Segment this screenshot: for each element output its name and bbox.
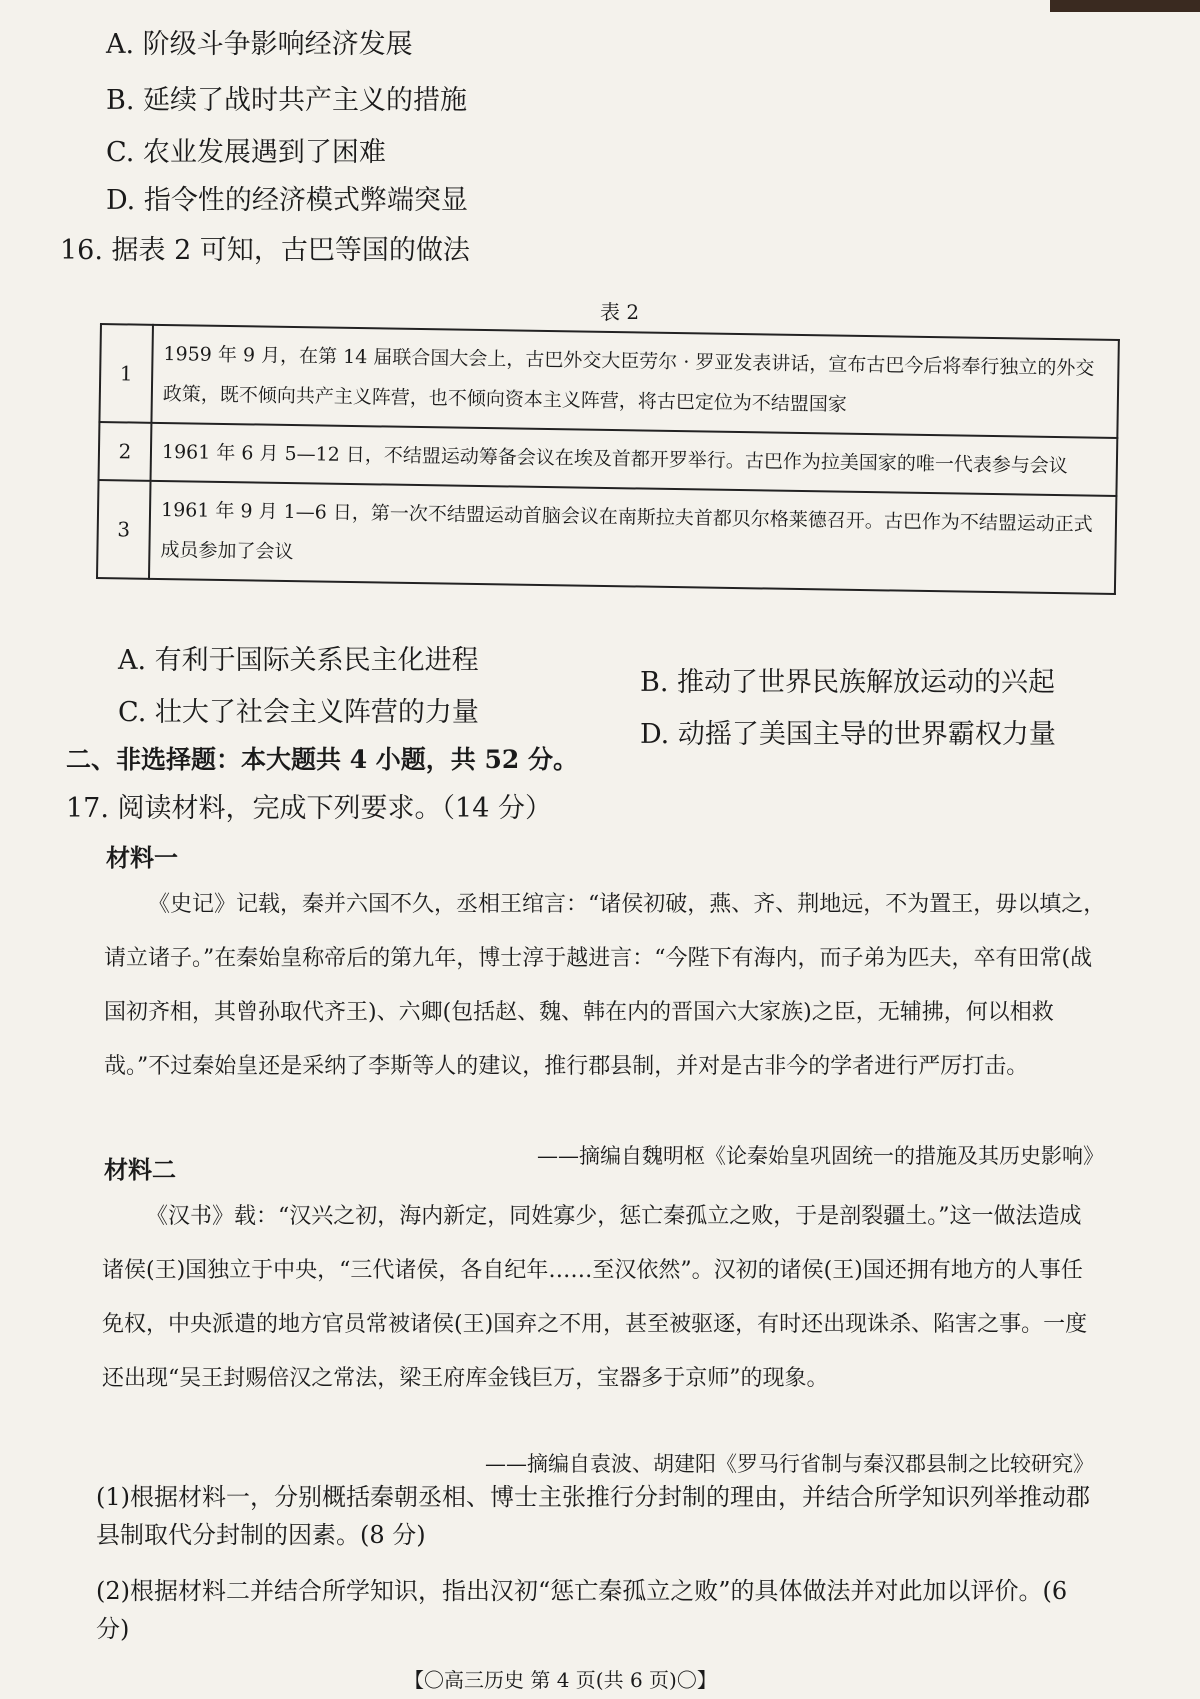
row-number: 3 [97, 480, 151, 579]
q17-stem: 17. 阅读材料，完成下列要求。（14 分） [66, 793, 552, 824]
table-caption: 表 2 [600, 300, 640, 324]
q16-stem: 16. 据表 2 可知，古巴等国的做法 [60, 235, 470, 266]
q16-option-d: D. 动摇了美国主导的世界霸权力量 [640, 719, 1056, 750]
material-one-source: ——摘编自魏明枢《论秦始皇巩固统一的措施及其历史影响》 [537, 1144, 1104, 1168]
q15-option-c: C. 农业发展遇到了困难 [106, 137, 386, 168]
material-two-text: 《汉书》载：“汉兴之初，海内新定，同姓寡少，惩亡秦孤立之败，于是剖裂疆土。”这一做法造成诸侯(王)国独立于中央，“三代诸侯，各自纪年……至汉依然”。汉初的诸侯(王)国还拥有地方的人事任免权，中央派遣的地方官员常被诸侯(王)国弃之不用，甚至被驱逐，有时还出现诛杀、陷害之事。一度还出现“吴王封赐倍汉之常法，梁王府库金钱巨万，宝器多于京师”的现象。 [102, 1204, 1088, 1391]
q15-option-b: B. 延续了战时共产主义的措施 [106, 85, 468, 116]
q16-option-b: B. 推动了世界民族解放运动的兴起 [640, 667, 1056, 698]
row-text: 1959 年 9 月，在第 14 届联合国大会上，古巴外交大臣劳尔 · 罗亚发表讲话，宣布古巴今后将奉行独立的外交政策，既不倾向共产主义阵营，也不倾向资本主义阵营，将古巴定位为不结盟国家 [151, 325, 1118, 438]
sub-question-2: (2)根据材料二并结合所学知识，指出汉初“惩亡秦孤立之败”的具体做法并对此加以评价。(6 分) [96, 1577, 1068, 1643]
sub-question-1: (1)根据材料一，分别概括秦朝丞相、博士主张推行分封制的理由，并结合所学知识列举推动郡县制取代分封制的因素。(8 分) [96, 1483, 1090, 1549]
table-row [99, 324, 1118, 438]
section-two-heading: 二、非选择题：本大题共 4 小题，共 52 分。 [66, 745, 579, 774]
material-two-label: 材料二 [104, 1155, 176, 1184]
page-corner-shadow [1050, 0, 1200, 12]
q15-option-a: A. 阶级斗争影响经济发展 [106, 29, 413, 60]
table-2 [96, 323, 1120, 595]
q16-option-c: C. 壮大了社会主义阵营的力量 [118, 697, 479, 728]
row-text: 1961 年 9 月 1—6 日，第一次不结盟运动首脑会议在南斯拉夫首都贝尔格莱德召开。古巴作为不结盟运动正式成员参加了会议 [149, 481, 1116, 594]
row-number: 1 [99, 324, 153, 423]
q15-option-d: D. 指令性的经济模式弊端突显 [106, 185, 468, 216]
row-number: 2 [99, 422, 152, 481]
page-footer: 【〇高三历史 第 4 页(共 6 页)〇】 [404, 1668, 717, 1692]
material-two-source: ——摘编自袁波、胡建阳《罗马行省制与秦汉郡县制之比较研究》 [485, 1452, 1094, 1476]
material-one-text: 《史记》记载，秦并六国不久，丞相王绾言：“诸侯初破，燕、齐、荆地远，不为置王，毋以填之，请立诸子。”在秦始皇称帝后的第九年，博士淳于越进言：“今陛下有海内，而子弟为匹夫，卒有田常(战国初齐相，其曾孙取代齐王)、六卿(包括赵、魏、韩在内的晋国六大家族)之臣，无辅拂，何以相救哉。”不过秦始皇还是采纳了李斯等人的建议，推行郡县制，并对是古非今的学者进行严厉打击。 [104, 892, 1106, 1079]
material-one-label: 材料一 [106, 843, 178, 872]
table-row [97, 480, 1116, 594]
row-text: 1961 年 6 月 5—12 日，不结盟运动筹备会议在埃及首都开罗举行。古巴作为拉美国家的唯一代表参与会议 [151, 423, 1118, 496]
q16-option-a: A. 有利于国际关系民主化进程 [118, 645, 479, 676]
